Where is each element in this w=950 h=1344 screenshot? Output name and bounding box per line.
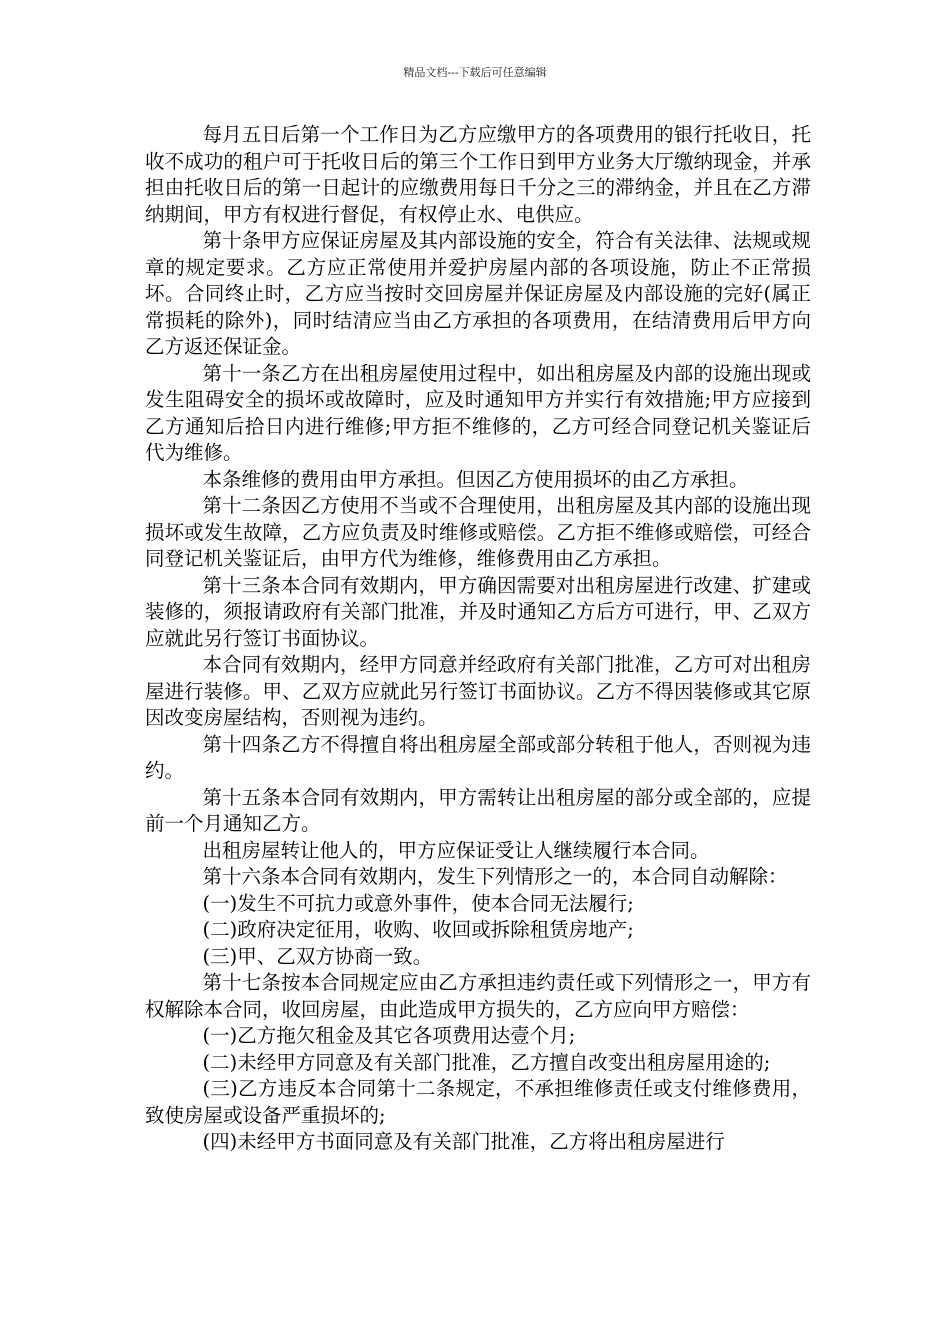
paragraph-article-16: 第十六条本合同有效期内，发生下列情形之一的，本合同自动解除： [202, 865, 788, 888]
paragraph-repair-cost: 本条维修的费用由甲方承担。但因乙方使用损坏的由乙方承担。 [202, 467, 749, 491]
paragraph-transfer: 出租房屋转让他人的，甲方应保证受让人继续履行本合同。 [202, 838, 710, 862]
paragraph-article-17: 第十七条按本合同规定应由乙方承担违约责任或下列情形之一，甲方有权解除本合同，收回房屋，由此造成甲方损失的，乙方应向甲方赔偿： [145, 971, 811, 1021]
paragraph-article-11: 第十一条乙方在出租房屋使用过程中，如出租房屋及内部的设施出现或发生阻碍安全的损坏或故障时，应及时通知甲方并实行有效措施;甲方应接到乙方通知后拾日内进行维修;甲方拒不维修的，乙方可经合同登记机关鉴证后代为维修。 [145, 361, 811, 464]
list-item-16-1: (一)发生不可抗力或意外事件，使本合同无法履行; [202, 891, 634, 915]
paragraph-article-15: 第十五条本合同有效期内，甲方需转让出租房屋的部分或全部的，应提前一个月通知乙方。 [145, 785, 811, 835]
paragraph-billing: 每月五日后第一个工作日为乙方应缴甲方的各项费用的银行托收日，托收不成功的租户可于托收日后的第三个工作日到甲方业务大厅缴纳现金，并承担由托收日后的第一日起计的应缴费用每日千分之三的滞纳金，并且在乙方滞纳期间，甲方有权进行督促，有权停止水、电供应。 [145, 123, 811, 226]
list-item-16-2: (二)政府决定征用，收购、收回或拆除租赁房地产; [202, 918, 634, 941]
paragraph-article-12: 第十二条因乙方使用不当或不合理使用，出租房屋及其内部的设施出现损坏或发生故障，乙方应负责及时维修或赔偿。乙方拒不维修或赔偿，可经合同登记机关鉴证后，由甲方代为维修，维修费用由乙方承担。 [145, 494, 811, 570]
page-header: 精品文档---下载后可任意编辑 [403, 66, 547, 79]
list-item-17-1: (一)乙方拖欠租金及其它各项费用达壹个月; [202, 1024, 576, 1047]
paragraph-article-14: 第十四条乙方不得擅自将出租房屋全部或部分转租于他人，否则视为违约。 [145, 732, 811, 782]
paragraph-article-10: 第十条甲方应保证房屋及其内部设施的安全，符合有关法律、法规或规章的规定要求。乙方应正常使用并爱护房屋内部的各项设施，防止不正常损坏。合同终止时，乙方应当按时交回房屋并保证房屋及内部设施的完好(属正常损耗的除外)，同时结清应当由乙方承担的各项费用，在结清费用后甲方向乙方返还保证金。 [145, 229, 811, 358]
document-body [145, 122, 811, 1156]
paragraph-renovation: 本合同有效期内，经甲方同意并经政府有关部门批准，乙方可对出租房屋进行装修。甲、乙双方应就此另行签订书面协议。乙方不得因装修或其它原因改变房屋结构，否则视为违约。 [145, 653, 811, 729]
list-item-17-2: (二)未经甲方同意及有关部门批准，乙方擅自改变出租房屋用途的; [202, 1050, 771, 1074]
list-item-16-3: (三)甲、乙双方协商一致。 [202, 944, 433, 968]
list-item-17-4: (四)未经甲方书面同意及有关部门批准，乙方将出租房屋进行 [202, 1130, 725, 1153]
list-item-17-3: (三)乙方违反本合同第十二条规定，不承担维修责任或支付维修费用，致使房屋或设备严重损坏的; [145, 1077, 811, 1127]
paragraph-article-13: 第十三条本合同有效期内，甲方确因需要对出租房屋进行改建、扩建或装修的，须报请政府有关部门批准，并及时通知乙方后方可进行，甲、乙双方应就此另行签订书面协议。 [145, 573, 811, 650]
